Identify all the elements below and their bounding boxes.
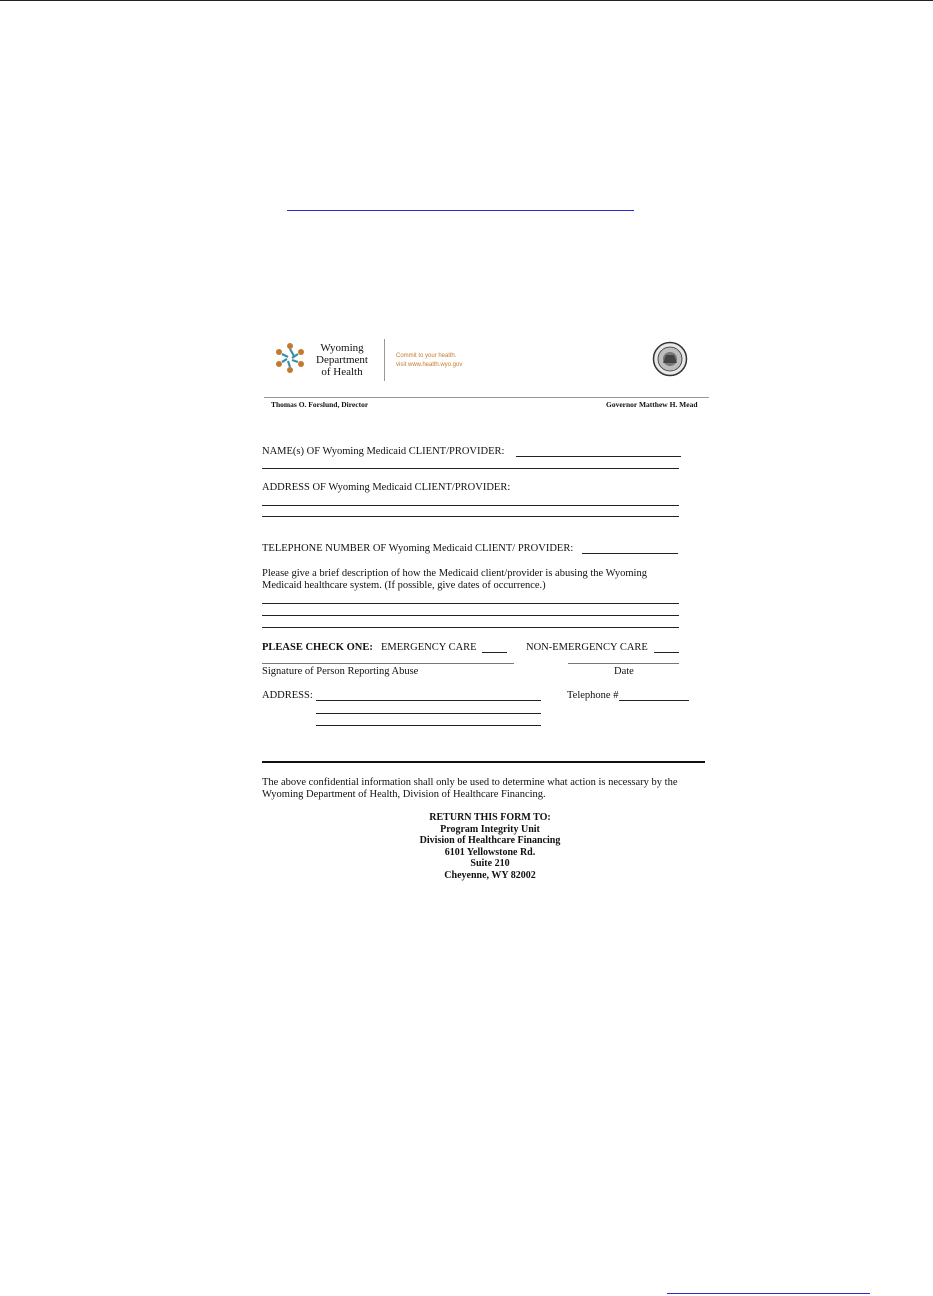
return-line-4: Suite 210	[470, 858, 510, 869]
description-line1: Please give a brief description of how the Medicaid client/provider is abusing the Wyoming	[262, 568, 647, 579]
names-field[interactable]	[516, 456, 681, 457]
emergency-care-checkbox[interactable]	[482, 652, 507, 653]
reporter-address-field-line1[interactable]	[316, 700, 541, 701]
return-line-2: Division of Healthcare Financing	[419, 835, 561, 846]
logo-text-line3: of Health	[321, 366, 363, 378]
logo-wordmark	[307, 342, 377, 378]
page-top-rule	[0, 0, 933, 1]
logo-text-line1: Wyoming	[320, 342, 364, 354]
website-text: visit www.health.wyo.gov	[396, 362, 463, 368]
description-field-line1[interactable]	[262, 603, 679, 604]
logo-text-line2: Department	[316, 354, 368, 366]
date-label: Date	[614, 666, 634, 677]
non-emergency-care-label: NON-EMERGENCY CARE	[526, 642, 648, 653]
letterhead-rule	[264, 397, 709, 398]
non-emergency-care-checkbox[interactable]	[654, 652, 679, 653]
reporter-telephone-label: Telephone #	[567, 690, 619, 701]
date-field[interactable]	[568, 663, 679, 664]
governor-name: Governor Matthew H. Mead	[606, 400, 698, 409]
signature-field[interactable]	[262, 663, 514, 664]
state-seal-icon	[652, 341, 688, 377]
director-name: Thomas O. Forslund, Director	[271, 400, 369, 409]
description-field-line2[interactable]	[262, 615, 679, 616]
return-address-block	[355, 812, 625, 881]
address-field-line1[interactable]	[262, 505, 679, 506]
wdh-logo-icon	[272, 340, 308, 376]
return-line-3: 6101 Yellowstone Rd.	[444, 846, 536, 858]
hyperlink-underline[interactable]	[287, 210, 634, 211]
check-one-label: PLEASE CHECK ONE:	[262, 642, 373, 653]
telephone-field[interactable]	[582, 553, 678, 554]
telephone-label: TELEPHONE NUMBER OF Wyoming Medicaid CLIENT/ PROVIDER:	[262, 543, 574, 554]
address-field-line2[interactable]	[262, 516, 679, 517]
reporter-address-field-line3[interactable]	[316, 725, 541, 726]
return-heading: RETURN THIS FORM TO:	[429, 812, 551, 823]
signature-label: Signature of Person Reporting Abuse	[262, 666, 419, 677]
footer-hyperlink-underline[interactable]	[667, 1293, 870, 1294]
return-line-5: Cheyenne, WY 82002	[444, 869, 536, 881]
confidential-line1: The above confidential information shall only be used to determine what action is necessary by the	[262, 777, 678, 788]
emergency-care-label: EMERGENCY CARE	[381, 642, 477, 653]
reporter-telephone-field[interactable]	[619, 700, 689, 701]
tagline: Commit to your health.	[396, 353, 457, 359]
names-field-line2[interactable]	[262, 468, 679, 469]
logo-divider	[384, 339, 385, 381]
description-line2: Medicaid healthcare system. (If possible, give dates of occurrence.)	[262, 580, 546, 591]
reporter-address-label: ADDRESS:	[262, 690, 313, 701]
form-separator	[262, 761, 705, 763]
form-image	[255, 330, 715, 890]
description-field-line3[interactable]	[262, 627, 679, 628]
names-label: NAME(s) OF Wyoming Medicaid CLIENT/PROVIDER:	[262, 446, 505, 457]
return-line-1: Program Integrity Unit	[440, 823, 540, 835]
confidential-line2: Wyoming Department of Health, Division of Healthcare Financing.	[262, 789, 546, 800]
address-label: ADDRESS OF Wyoming Medicaid CLIENT/PROVIDER:	[262, 482, 511, 493]
reporter-address-field-line2[interactable]	[316, 713, 541, 714]
